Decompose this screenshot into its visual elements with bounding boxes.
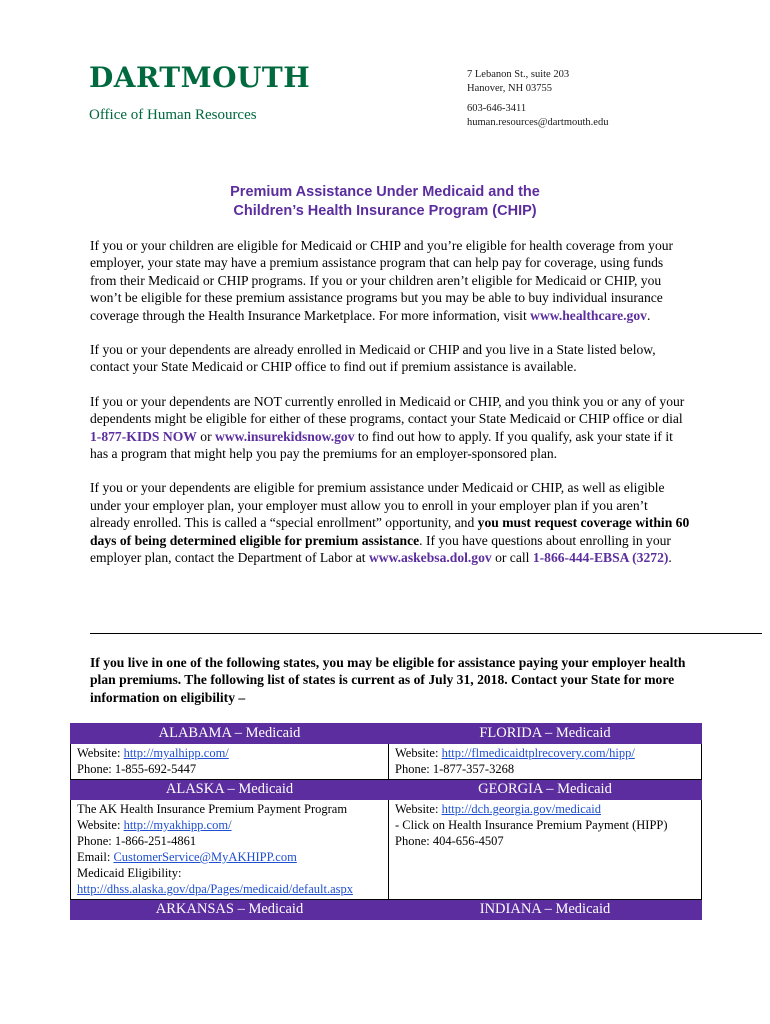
table-row bbox=[71, 744, 702, 780]
state-header-indiana: INDIANA – Medicaid bbox=[389, 900, 702, 920]
state-header-alabama: ALABAMA – Medicaid bbox=[71, 724, 389, 744]
office-name: Office of Human Resources bbox=[89, 107, 257, 123]
table-row bbox=[71, 780, 702, 800]
insurekidsnow-link[interactable]: www.insurekidsnow.gov bbox=[215, 428, 355, 444]
state-header-alaska: ALASKA – Medicaid bbox=[71, 780, 389, 800]
state-header-florida: FLORIDA – Medicaid bbox=[389, 724, 702, 744]
states-table bbox=[70, 723, 702, 920]
table-row bbox=[71, 724, 702, 744]
logo-wordmark: DARTMOUTH bbox=[89, 61, 311, 94]
florida-phone: Phone: 1-877-357-3268 bbox=[395, 762, 515, 776]
table-row bbox=[71, 900, 702, 920]
table-row bbox=[71, 800, 702, 900]
askebsa-link[interactable]: www.askebsa.dol.gov bbox=[368, 550, 492, 566]
paragraph-2: If you or your dependents are already enrolled in Medicaid or CHIP and you live in a State listed below, contact your State Medicaid or CHIP office to find out if premium assistance is available. bbox=[90, 342, 656, 375]
state-cell-alabama: Website: http://myalhipp.com/ Phone: 1-855-692-5447 bbox=[71, 744, 389, 780]
healthcare-gov-link[interactable]: www.healthcare.gov bbox=[530, 307, 647, 323]
alaska-eligibility-label: Medicaid Eligibility: bbox=[77, 866, 182, 880]
state-header-georgia: GEORGIA – Medicaid bbox=[389, 780, 702, 800]
paragraph-3: If you or your dependents are NOT currently enrolled in Medicaid or CHIP, and you think you or any of your dependents might be eligible for either of these programs, contact your State Medicaid or CHIP office or dial 1-877-KIDS NOW or www.insurekidsnow.gov to find out how to apply. If you qualify, ask your state if it has a program that might help you pay the premiums for an employer-sponsored plan. bbox=[90, 393, 685, 462]
georgia-phone: Phone: 404-656-4507 bbox=[395, 834, 504, 848]
contact-block bbox=[467, 68, 608, 130]
address-line-2: Hanover, NH 03755 bbox=[467, 83, 553, 94]
kids-now-phone[interactable]: 1-877-KIDS NOW bbox=[90, 428, 197, 444]
section-divider bbox=[90, 633, 762, 634]
state-header-arkansas: ARKANSAS – Medicaid bbox=[71, 900, 389, 920]
ebsa-phone[interactable]: 1-866-444-EBSA (3272) bbox=[532, 550, 669, 566]
alaska-website-link[interactable]: http://myakhipp.com/ bbox=[123, 818, 232, 832]
alabama-website-link[interactable]: http://myalhipp.com/ bbox=[123, 746, 229, 760]
address-line-1: 7 Lebanon St., suite 203 bbox=[467, 69, 570, 80]
alaska-phone: Phone: 1-866-251-4861 bbox=[77, 834, 197, 848]
alabama-phone: Phone: 1-855-692-5447 bbox=[77, 762, 197, 776]
title-line-2: Children’s Health Insurance Program (CHIP) bbox=[233, 203, 537, 219]
alaska-eligibility-link[interactable]: http://dhss.alaska.gov/dpa/Pages/medicaid/default.aspx bbox=[77, 882, 353, 896]
contact-phone: 603-646-3411 bbox=[467, 103, 527, 114]
states-intro: If you live in one of the following states, you may be eligible for assistance paying your employer health plan premiums. The following list of states is current as of July 31, 2018. Contact your State for more information on eligibility – bbox=[90, 655, 686, 705]
georgia-website-link[interactable]: http://dch.georgia.gov/medicaid bbox=[441, 802, 602, 816]
page-title bbox=[90, 183, 680, 221]
body-text bbox=[90, 237, 690, 584]
paragraph-1: If you or your children are eligible for Medicaid or CHIP and you’re eligible for health coverage from your employer, your state may have a premium assistance program that can help pay for coverage, using funds from their Medicaid or CHIP programs. If you or your children aren’t eligible for Medicaid or CHIP, you won’t be eligible for these premium assistance programs but you may be able to buy individual insurance coverage through the Health Insurance Marketplace. For more information, visit www.healthcare.gov. bbox=[90, 238, 674, 323]
dartmouth-logo bbox=[89, 61, 329, 124]
alaska-email-link[interactable]: CustomerService@MyAKHIPP.com bbox=[113, 850, 297, 864]
state-cell-georgia: Website: http://dch.georgia.gov/medicaid - Click on Health Insurance Premium Payment (HIPP) Phone: 404-656-4507 bbox=[389, 800, 702, 900]
state-cell-alaska: The AK Health Insurance Premium Payment Program Website: http://myakhipp.com/ Phone: 1-866-251-4861 Email: CustomerService@MyAKHIPP.com Medicaid Eligibility: http://dhss.alaska.gov/dpa/Pages/medicaid/default.aspx bbox=[71, 800, 389, 900]
state-cell-florida: Website: http://flmedicaidtplrecovery.com/hipp/ Phone: 1-877-357-3268 bbox=[389, 744, 702, 780]
deadline-emphasis: you must request coverage within 60 days of being determined eligible for premium assistance bbox=[90, 515, 690, 548]
title-line-1: Premium Assistance Under Medicaid and the bbox=[230, 184, 540, 200]
contact-email[interactable]: human.resources@dartmouth.edu bbox=[467, 117, 609, 128]
georgia-note: - Click on Health Insurance Premium Payment (HIPP) bbox=[395, 818, 668, 832]
alaska-program: The AK Health Insurance Premium Payment Program bbox=[77, 802, 348, 816]
florida-website-link[interactable]: http://flmedicaidtplrecovery.com/hipp/ bbox=[441, 746, 635, 760]
paragraph-4: If you or your dependents are eligible for premium assistance under Medicaid or CHIP, as well as eligible under your employer plan, your employer must allow you to enroll in your employer plan if you aren’t already enrolled. This is called a “special enrollment” opportunity, and you must request coverage within 60 days of being determined eligible for premium assistance. If you have questions about enrolling in your employer plan, contact the Department of Labor at www.askebsa.dol.gov or call 1-866-444-EBSA (3272). bbox=[90, 480, 690, 566]
